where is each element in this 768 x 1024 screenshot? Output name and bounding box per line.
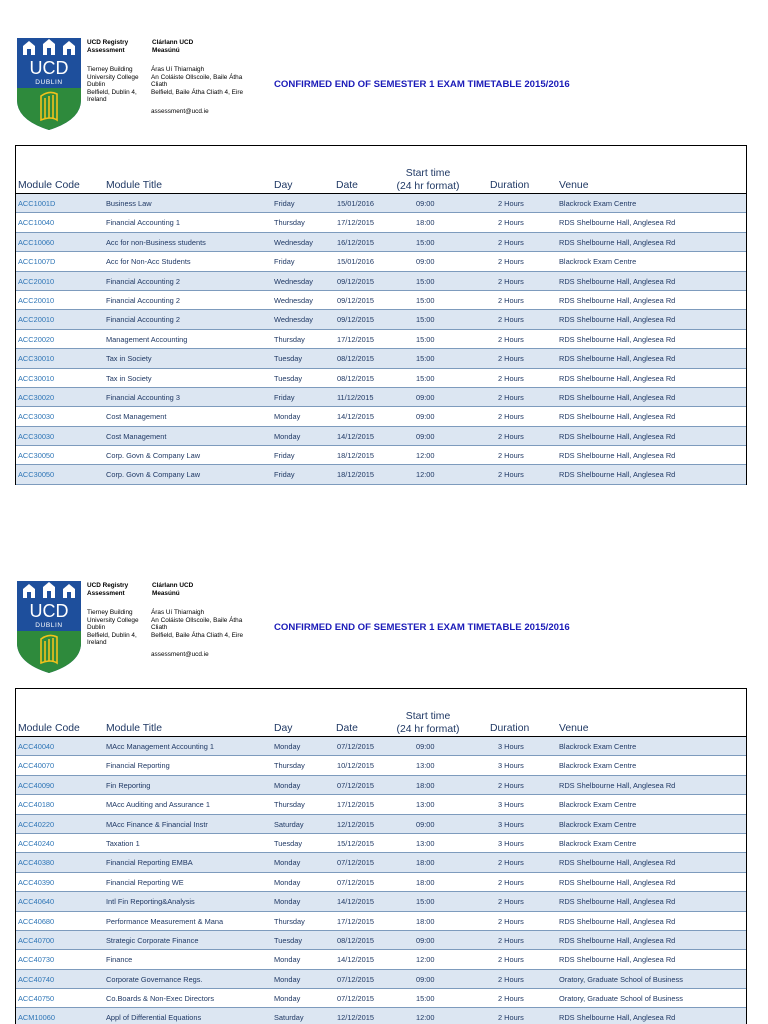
cell-module-title: Management Accounting [106,334,188,344]
cell-duration: 2 Hours [498,877,524,887]
org-name-ga: Clárlann UCD Measúnú [152,582,194,597]
cell-module-code: ACC40740 [18,974,55,984]
cell-duration: 2 Hours [498,218,524,228]
contact-email: assessment@ucd.ie [151,651,209,658]
org-name-en: UCD Registry Assessment [87,582,129,597]
cell-start-time: 09:00 [416,257,435,267]
cell-date: 07/12/2015 [337,780,374,790]
cell-module-code: ACC30010 [18,354,55,364]
cell-duration: 2 Hours [498,994,524,1004]
table-row [16,194,746,213]
col-header-venue: Venue [559,180,589,191]
col-header-day: Day [274,180,293,191]
cell-day: Monday [274,412,301,422]
cell-module-code: ACC30030 [18,431,55,441]
table-row [16,737,746,756]
logo-wordmark: UCD [29,601,69,621]
cell-module-title: Taxation 1 [106,838,140,848]
cell-venue: Blackrock Exam Centre [559,819,637,829]
cell-module-code: ACC40090 [18,780,55,790]
table-row [16,427,746,446]
cell-day: Friday [274,451,295,461]
ucd-logo [17,581,81,673]
cell-duration: 2 Hours [498,199,524,208]
cell-venue: RDS Shelbourne Hall, Anglesea Rd [559,780,676,790]
cell-date: 08/12/2015 [337,373,374,383]
cell-module-code: ACC40380 [18,858,55,868]
cell-module-title: Performance Measurement & Mana [106,916,224,926]
table-row [16,776,746,795]
cell-date: 14/12/2015 [337,955,374,965]
cell-start-time: 09:00 [416,742,435,751]
cell-start-time: 15:00 [416,994,435,1004]
cell-venue: RDS Shelbourne Hall, Anglesea Rd [559,858,676,868]
cell-venue: RDS Shelbourne Hall, Anglesea Rd [559,276,676,286]
cell-start-time: 12:00 [416,470,435,480]
cell-duration: 2 Hours [498,354,524,364]
cell-duration: 3 Hours [498,838,524,848]
cell-duration: 2 Hours [498,858,524,868]
cell-venue: RDS Shelbourne Hall, Anglesea Rd [559,431,676,441]
cell-venue: RDS Shelbourne Hall, Anglesea Rd [559,334,676,344]
cell-venue: Blackrock Exam Centre [559,838,637,848]
address-en: Tierney Building University College Dublin Belfield, Dublin 4, Ireland [87,609,139,647]
cell-start-time: 09:00 [416,412,435,422]
cell-module-title: Financial Reporting WE [106,877,184,887]
cell-duration: 2 Hours [498,974,524,984]
cell-duration: 2 Hours [498,935,524,945]
cell-venue: RDS Shelbourne Hall, Anglesea Rd [559,955,676,965]
timetable-section-2 [0,543,768,1023]
cell-date: 07/12/2015 [337,994,374,1004]
cell-module-title: Financial Accounting 2 [106,295,180,305]
table-row [16,912,746,931]
cell-venue: RDS Shelbourne Hall, Anglesea Rd [559,218,676,228]
table-row [16,970,746,989]
cell-duration: 2 Hours [498,955,524,965]
cell-venue: Oratory, Graduate School of Business [559,994,683,1004]
col-header-date: Date [336,180,358,191]
cell-module-title: Strategic Corporate Finance [106,935,199,945]
cell-module-code: ACC40750 [18,994,55,1004]
cell-venue: Blackrock Exam Centre [559,761,637,771]
cell-venue: RDS Shelbourne Hall, Anglesea Rd [559,451,676,461]
cell-venue: RDS Shelbourne Hall, Anglesea Rd [559,295,676,305]
table-row [16,853,746,872]
cell-module-title: MAcc Finance & Financial Instr [106,819,208,829]
cell-start-time: 13:00 [416,761,435,771]
cell-date: 14/12/2015 [337,431,374,441]
cell-date: 07/12/2015 [337,877,374,887]
cell-day: Monday [274,742,301,751]
cell-module-code: ACC40730 [18,955,55,965]
letterhead [0,0,768,145]
timetable-table [15,145,747,485]
cell-module-title: Fin Reporting [106,780,151,790]
table-row [16,989,746,1008]
cell-duration: 2 Hours [498,315,524,325]
cell-date: 17/12/2015 [337,916,374,926]
cell-module-code: ACC30010 [18,373,55,383]
address-ga: Áras Uí Thiarnaigh An Coláiste Ollscoile, Baile Átha Cliath Belfield, Baile Átha Cliath 4, Eire [151,66,244,96]
table-row [16,233,746,252]
cell-module-title: Acc for Non-Acc Students [106,257,191,267]
table-row [16,892,746,911]
table-body [16,194,746,485]
cell-duration: 2 Hours [498,295,524,305]
cell-date: 17/12/2015 [337,800,374,810]
col-header-code: Module Code [18,180,80,191]
cell-day: Friday [274,392,295,402]
cell-duration: 2 Hours [498,916,524,926]
cell-module-code: ACC10060 [18,237,55,247]
cell-start-time: 09:00 [416,431,435,441]
cell-day: Thursday [274,334,305,344]
logo-subtext: DUBLIN [35,622,63,629]
address-en: Tierney Building University College Dublin Belfield, Dublin 4, Ireland [87,66,139,104]
col-header-start: Start time (24 hr format) [396,711,460,735]
cell-date: 18/12/2015 [337,451,374,461]
cell-venue: RDS Shelbourne Hall, Anglesea Rd [559,354,676,364]
cell-module-code: ACM10060 [18,1013,55,1023]
table-row [16,272,746,291]
cell-date: 14/12/2015 [337,412,374,422]
table-row [16,407,746,426]
table-row [16,1008,746,1024]
letterhead [0,543,768,688]
cell-module-code: ACC40220 [18,819,55,829]
cell-start-time: 18:00 [416,780,435,790]
cell-module-code: ACC40070 [18,761,55,771]
table-row [16,834,746,853]
cell-day: Tuesday [274,935,303,945]
org-name-en: UCD Registry Assessment [87,39,129,54]
table-row [16,291,746,310]
cell-start-time: 12:00 [416,955,435,965]
cell-module-title: MAcc Management Accounting 1 [106,742,215,751]
cell-date: 16/12/2015 [337,237,374,247]
cell-venue: Blackrock Exam Centre [559,800,637,810]
cell-start-time: 13:00 [416,838,435,848]
cell-duration: 2 Hours [498,334,524,344]
cell-start-time: 09:00 [416,392,435,402]
table-header [16,689,746,737]
cell-start-time: 15:00 [416,897,435,907]
cell-date: 14/12/2015 [337,897,374,907]
cell-day: Saturday [274,819,304,829]
cell-duration: 2 Hours [498,392,524,402]
cell-module-title: Financial Reporting [106,761,170,771]
cell-date: 09/12/2015 [337,276,374,286]
cell-module-code: ACC1001D [18,199,56,208]
cell-day: Wednesday [274,276,313,286]
table-row [16,950,746,969]
document-title: CONFIRMED END OF SEMESTER 1 EXAM TIMETABLE 2015/2016 [274,622,570,633]
cell-date: 12/12/2015 [337,1013,374,1023]
cell-module-title: Cost Management [106,412,167,422]
cell-date: 12/12/2015 [337,819,374,829]
cell-day: Thursday [274,916,305,926]
cell-date: 11/12/2015 [337,392,374,402]
cell-start-time: 15:00 [416,334,435,344]
cell-duration: 2 Hours [498,431,524,441]
cell-day: Tuesday [274,838,303,848]
col-header-code: Module Code [18,723,80,734]
cell-duration: 3 Hours [498,742,524,751]
cell-module-title: Finance [106,955,133,965]
cell-venue: Blackrock Exam Centre [559,257,637,267]
cell-venue: RDS Shelbourne Hall, Anglesea Rd [559,877,676,887]
cell-start-time: 15:00 [416,295,435,305]
cell-venue: RDS Shelbourne Hall, Anglesea Rd [559,1013,676,1023]
table-row [16,815,746,834]
cell-duration: 2 Hours [498,373,524,383]
logo-subtext: DUBLIN [35,79,63,86]
cell-module-code: ACC30020 [18,392,55,402]
cell-module-code: ACC40700 [18,935,55,945]
cell-module-title: Acc for non-Business students [106,237,206,247]
cell-module-code: ACC40180 [18,800,55,810]
cell-module-title: MAcc Auditing and Assurance 1 [106,800,210,810]
cell-module-code: ACC20010 [18,315,55,325]
col-header-date: Date [336,723,358,734]
cell-start-time: 12:00 [416,451,435,461]
timetable-section-1 [0,0,768,480]
cell-venue: RDS Shelbourne Hall, Anglesea Rd [559,897,676,907]
cell-module-code: ACC1007D [18,257,56,267]
cell-date: 09/12/2015 [337,315,374,325]
cell-module-code: ACC20020 [18,334,55,344]
cell-start-time: 09:00 [416,935,435,945]
cell-duration: 3 Hours [498,800,524,810]
table-row [16,349,746,368]
cell-date: 08/12/2015 [337,935,374,945]
table-row [16,213,746,232]
cell-module-title: Financial Accounting 2 [106,276,180,286]
cell-venue: RDS Shelbourne Hall, Anglesea Rd [559,373,676,383]
cell-duration: 2 Hours [498,780,524,790]
cell-day: Thursday [274,761,305,771]
cell-module-code: ACC10040 [18,218,55,228]
cell-date: 15/01/2016 [337,199,374,208]
table-row [16,446,746,465]
cell-date: 09/12/2015 [337,295,374,305]
cell-day: Saturday [274,1013,304,1023]
cell-module-title: Tax in Society [106,354,152,364]
table-row [16,795,746,814]
cell-start-time: 13:00 [416,800,435,810]
cell-day: Monday [274,974,301,984]
table-header [16,146,746,194]
cell-duration: 2 Hours [498,412,524,422]
cell-module-title: Appl of Differential Equations [106,1013,202,1023]
cell-duration: 2 Hours [498,470,524,480]
contact-email: assessment@ucd.ie [151,108,209,115]
cell-module-code: ACC40680 [18,916,55,926]
cell-duration: 2 Hours [498,451,524,461]
table-row [16,388,746,407]
table-row [16,310,746,329]
cell-day: Tuesday [274,354,303,364]
cell-date: 18/12/2015 [337,470,374,480]
cell-duration: 2 Hours [498,1013,524,1023]
cell-start-time: 18:00 [416,877,435,887]
cell-day: Monday [274,897,301,907]
cell-module-title: Corporate Governance Regs. [106,974,203,984]
cell-duration: 2 Hours [498,897,524,907]
cell-module-title: Co.Boards & Non-Exec Directors [106,994,215,1004]
cell-module-code: ACC30050 [18,451,55,461]
cell-day: Friday [274,470,295,480]
cell-date: 17/12/2015 [337,334,374,344]
cell-module-code: ACC30030 [18,412,55,422]
cell-venue: RDS Shelbourne Hall, Anglesea Rd [559,470,676,480]
cell-module-code: ACC20010 [18,295,55,305]
cell-day: Monday [274,858,301,868]
cell-date: 15/01/2016 [337,257,374,267]
logo-wordmark: UCD [29,58,69,78]
cell-day: Thursday [274,218,305,228]
cell-module-title: Corp. Govn & Company Law [106,470,201,480]
cell-start-time: 09:00 [416,974,435,984]
cell-venue: RDS Shelbourne Hall, Anglesea Rd [559,392,676,402]
org-name-ga: Clárlann UCD Measúnú [152,39,194,54]
cell-start-time: 15:00 [416,373,435,383]
cell-module-title: Intl Fin Reporting&Analysis [106,897,195,907]
address-ga: Áras Uí Thiarnaigh An Coláiste Ollscoile, Baile Átha Cliath Belfield, Baile Átha Cliath 4, Eire [151,609,244,639]
timetable-table [15,688,747,1024]
cell-day: Wednesday [274,237,313,247]
cell-day: Monday [274,780,301,790]
cell-venue: RDS Shelbourne Hall, Anglesea Rd [559,935,676,945]
cell-start-time: 15:00 [416,354,435,364]
cell-module-code: ACC40390 [18,877,55,887]
cell-venue: RDS Shelbourne Hall, Anglesea Rd [559,412,676,422]
cell-start-time: 09:00 [416,199,435,208]
cell-date: 10/12/2015 [337,761,374,771]
cell-day: Wednesday [274,295,313,305]
col-header-title: Module Title [106,180,163,191]
cell-module-title: Financial Accounting 3 [106,392,180,402]
cell-duration: 2 Hours [498,257,524,267]
document-title: CONFIRMED END OF SEMESTER 1 EXAM TIMETABLE 2015/2016 [274,79,570,90]
cell-duration: 2 Hours [498,276,524,286]
cell-module-code: ACC40640 [18,897,55,907]
cell-day: Monday [274,994,301,1004]
cell-start-time: 09:00 [416,819,435,829]
cell-venue: Oratory, Graduate School of Business [559,974,683,984]
cell-start-time: 15:00 [416,276,435,286]
cell-venue: Blackrock Exam Centre [559,199,637,208]
cell-date: 08/12/2015 [337,354,374,364]
col-header-venue: Venue [559,723,589,734]
table-row [16,873,746,892]
table-row [16,931,746,950]
cell-module-title: Corp. Govn & Company Law [106,451,201,461]
cell-day: Monday [274,955,301,965]
cell-date: 07/12/2015 [337,974,374,984]
cell-venue: RDS Shelbourne Hall, Anglesea Rd [559,315,676,325]
cell-module-title: Cost Management [106,431,167,441]
cell-start-time: 18:00 [416,916,435,926]
cell-duration: 3 Hours [498,819,524,829]
cell-module-title: Business Law [106,199,152,208]
col-header-duration: Duration [490,180,530,191]
cell-venue: RDS Shelbourne Hall, Anglesea Rd [559,237,676,247]
table-body [16,737,746,1024]
col-header-title: Module Title [106,723,163,734]
cell-day: Friday [274,257,295,267]
table-row [16,330,746,349]
cell-day: Monday [274,431,301,441]
cell-start-time: 18:00 [416,858,435,868]
ucd-logo [17,38,81,130]
cell-module-code: ACC30050 [18,470,55,480]
cell-module-code: ACC40040 [18,742,55,751]
cell-duration: 3 Hours [498,761,524,771]
cell-venue: RDS Shelbourne Hall, Anglesea Rd [559,916,676,926]
col-header-start: Start time (24 hr format) [396,168,460,192]
cell-module-title: Financial Reporting EMBA [106,858,193,868]
cell-day: Friday [274,199,295,208]
col-header-duration: Duration [490,723,530,734]
cell-start-time: 18:00 [416,218,435,228]
cell-module-title: Financial Accounting 2 [106,315,180,325]
cell-start-time: 15:00 [416,237,435,247]
cell-date: 07/12/2015 [337,742,374,751]
col-header-day: Day [274,723,293,734]
table-row [16,465,746,484]
cell-venue: Blackrock Exam Centre [559,742,637,751]
cell-date: 17/12/2015 [337,218,374,228]
cell-date: 15/12/2015 [337,838,374,848]
table-row [16,756,746,775]
cell-day: Tuesday [274,373,303,383]
cell-module-code: ACC20010 [18,276,55,286]
table-row [16,369,746,388]
cell-module-title: Financial Accounting 1 [106,218,180,228]
cell-start-time: 15:00 [416,315,435,325]
cell-day: Thursday [274,800,305,810]
table-row [16,252,746,271]
cell-start-time: 12:00 [416,1013,435,1023]
cell-day: Wednesday [274,315,313,325]
cell-module-code: ACC40240 [18,838,55,848]
cell-date: 07/12/2015 [337,858,374,868]
cell-module-title: Tax in Society [106,373,152,383]
cell-duration: 2 Hours [498,237,524,247]
cell-day: Monday [274,877,301,887]
